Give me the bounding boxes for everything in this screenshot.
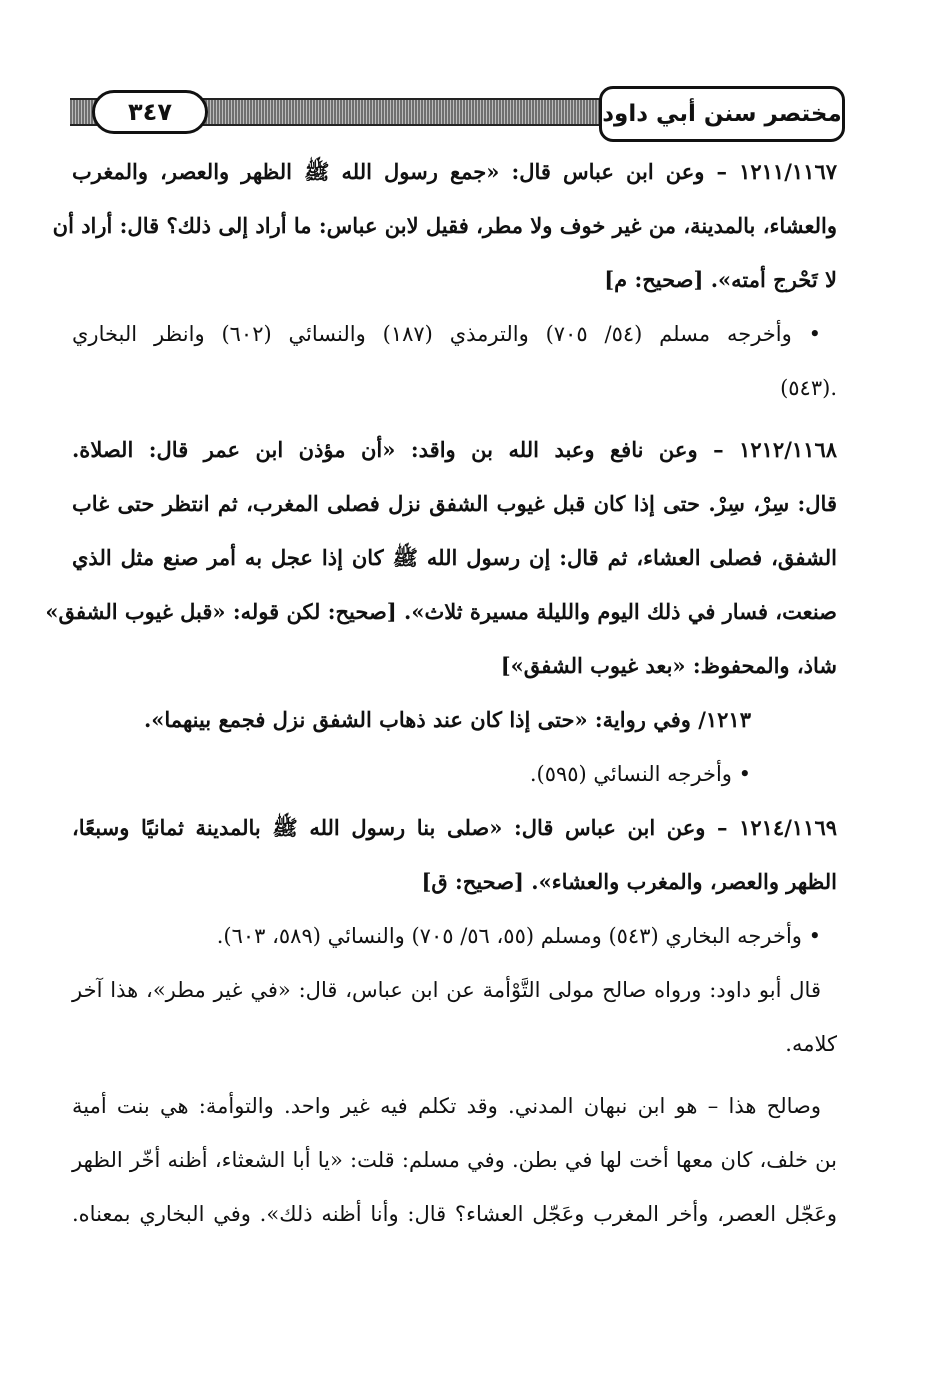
takhrij-1213: • وأخرجه النسائي (٥٩٥). — [529, 762, 751, 786]
page-number: ٣٤٧ — [92, 90, 208, 134]
commentary-line-1: وصالح هذا – هو ابن نبهان المدني. وقد تكلم فيه غير واحد. والتوأمة: هي بنت أمية — [72, 1094, 821, 1118]
abu-dawud-note-line-1: قال أبو داود: ورواه صالح مولى التَّوْأمة عن ابن عباس، قال: «في غير مطر»، هذا آخر — [72, 978, 821, 1002]
commentary-line-2: بن خلف، كان معها أخت لها في بطن. وفي مسلم: قلت: «يا أبا الشعثاء، أظنه أخّر الظهر — [72, 1148, 837, 1172]
takhrij-1214: • وأخرجه البخاري (٥٤٣) ومسلم (٥٥، ٥٦/ ٧٠٥) والنسائي (٥٨٩، ٦٠٣). — [216, 924, 821, 948]
hadith-1211-line-1: ١٢١١/١١٦٧ – وعن ابن عباس قال: «جمع رسول الله ﷺ الظهر والعصر، والمغرب — [72, 159, 837, 184]
commentary-line-3: وعَجّل العصر، وأخر المغرب وعَجّل العشاء؟ قال: وأنا أظنه ذلك». وفي البخاري بمعناه. — [72, 1202, 837, 1226]
hadith-1214-line-2: الظهر والعصر، والمغرب والعشاء». [صحيح: ق] — [421, 869, 837, 894]
hadith-1212-line-4: صنعت، فسار في ذلك اليوم والليلة مسيرة ثلاث». [صحيح: لكن قوله: «قبل غيوب الشفق» — [45, 599, 837, 624]
hadith-1212-line-2: قال: سِرْ، سِرْ. حتى إذا كان قبل غيوب الشفق نزل فصلى المغرب، ثم انتظر حتى غاب — [72, 491, 837, 516]
running-header — [70, 86, 845, 142]
hadith-1212-line-3: الشفق، فصلى العشاء، ثم قال: إن رسول الله ﷺ كان إذا عجل به أمر صنع مثل الذي — [72, 545, 837, 570]
hadith-1213: ١٢١٣/ وفي رواية: «حتى إذا كان عند ذهاب الشفق نزل فجمع بينهما». — [143, 707, 751, 732]
hadith-1212-line-5: شاذ، والمحفوظ: «بعد غيوب الشفق»] — [500, 653, 837, 678]
takhrij-1211-line-1: • وأخرجه مسلم (٥٤/ ٧٠٥) والترمذي (١٨٧) والنسائي (٦٠٢) وانظر البخاري — [72, 322, 821, 346]
spacer — [72, 415, 837, 423]
hadith-1211-line-2: والعشاء، بالمدينة، من غير خوف ولا مطر، فقيل لابن عباس: ما أراد إلى ذلك؟ قال: أراد أن — [52, 213, 837, 238]
hadith-1214-line-1: ١٢١٤/١١٦٩ – وعن ابن عباس قال: «صلى بنا رسول الله ﷺ بالمدينة ثمانيًا وسبعًا، — [72, 815, 837, 840]
hadith-1212-line-1: ١٢١٢/١١٦٨ – وعن نافع وعبد الله بن واقد: «أن مؤذن ابن عمر قال: الصلاة. — [72, 437, 837, 462]
page-body — [45, 145, 837, 1241]
abu-dawud-note-line-2: كلامه. — [785, 1032, 837, 1056]
book-title: مختصر سنن أبي داود — [599, 86, 845, 142]
spacer — [72, 1071, 837, 1079]
takhrij-1211-line-2: .(٥٤٣) — [780, 376, 837, 400]
hadith-1211-line-3: لا تَحْرج أمته». [صحيح: م] — [604, 267, 837, 292]
